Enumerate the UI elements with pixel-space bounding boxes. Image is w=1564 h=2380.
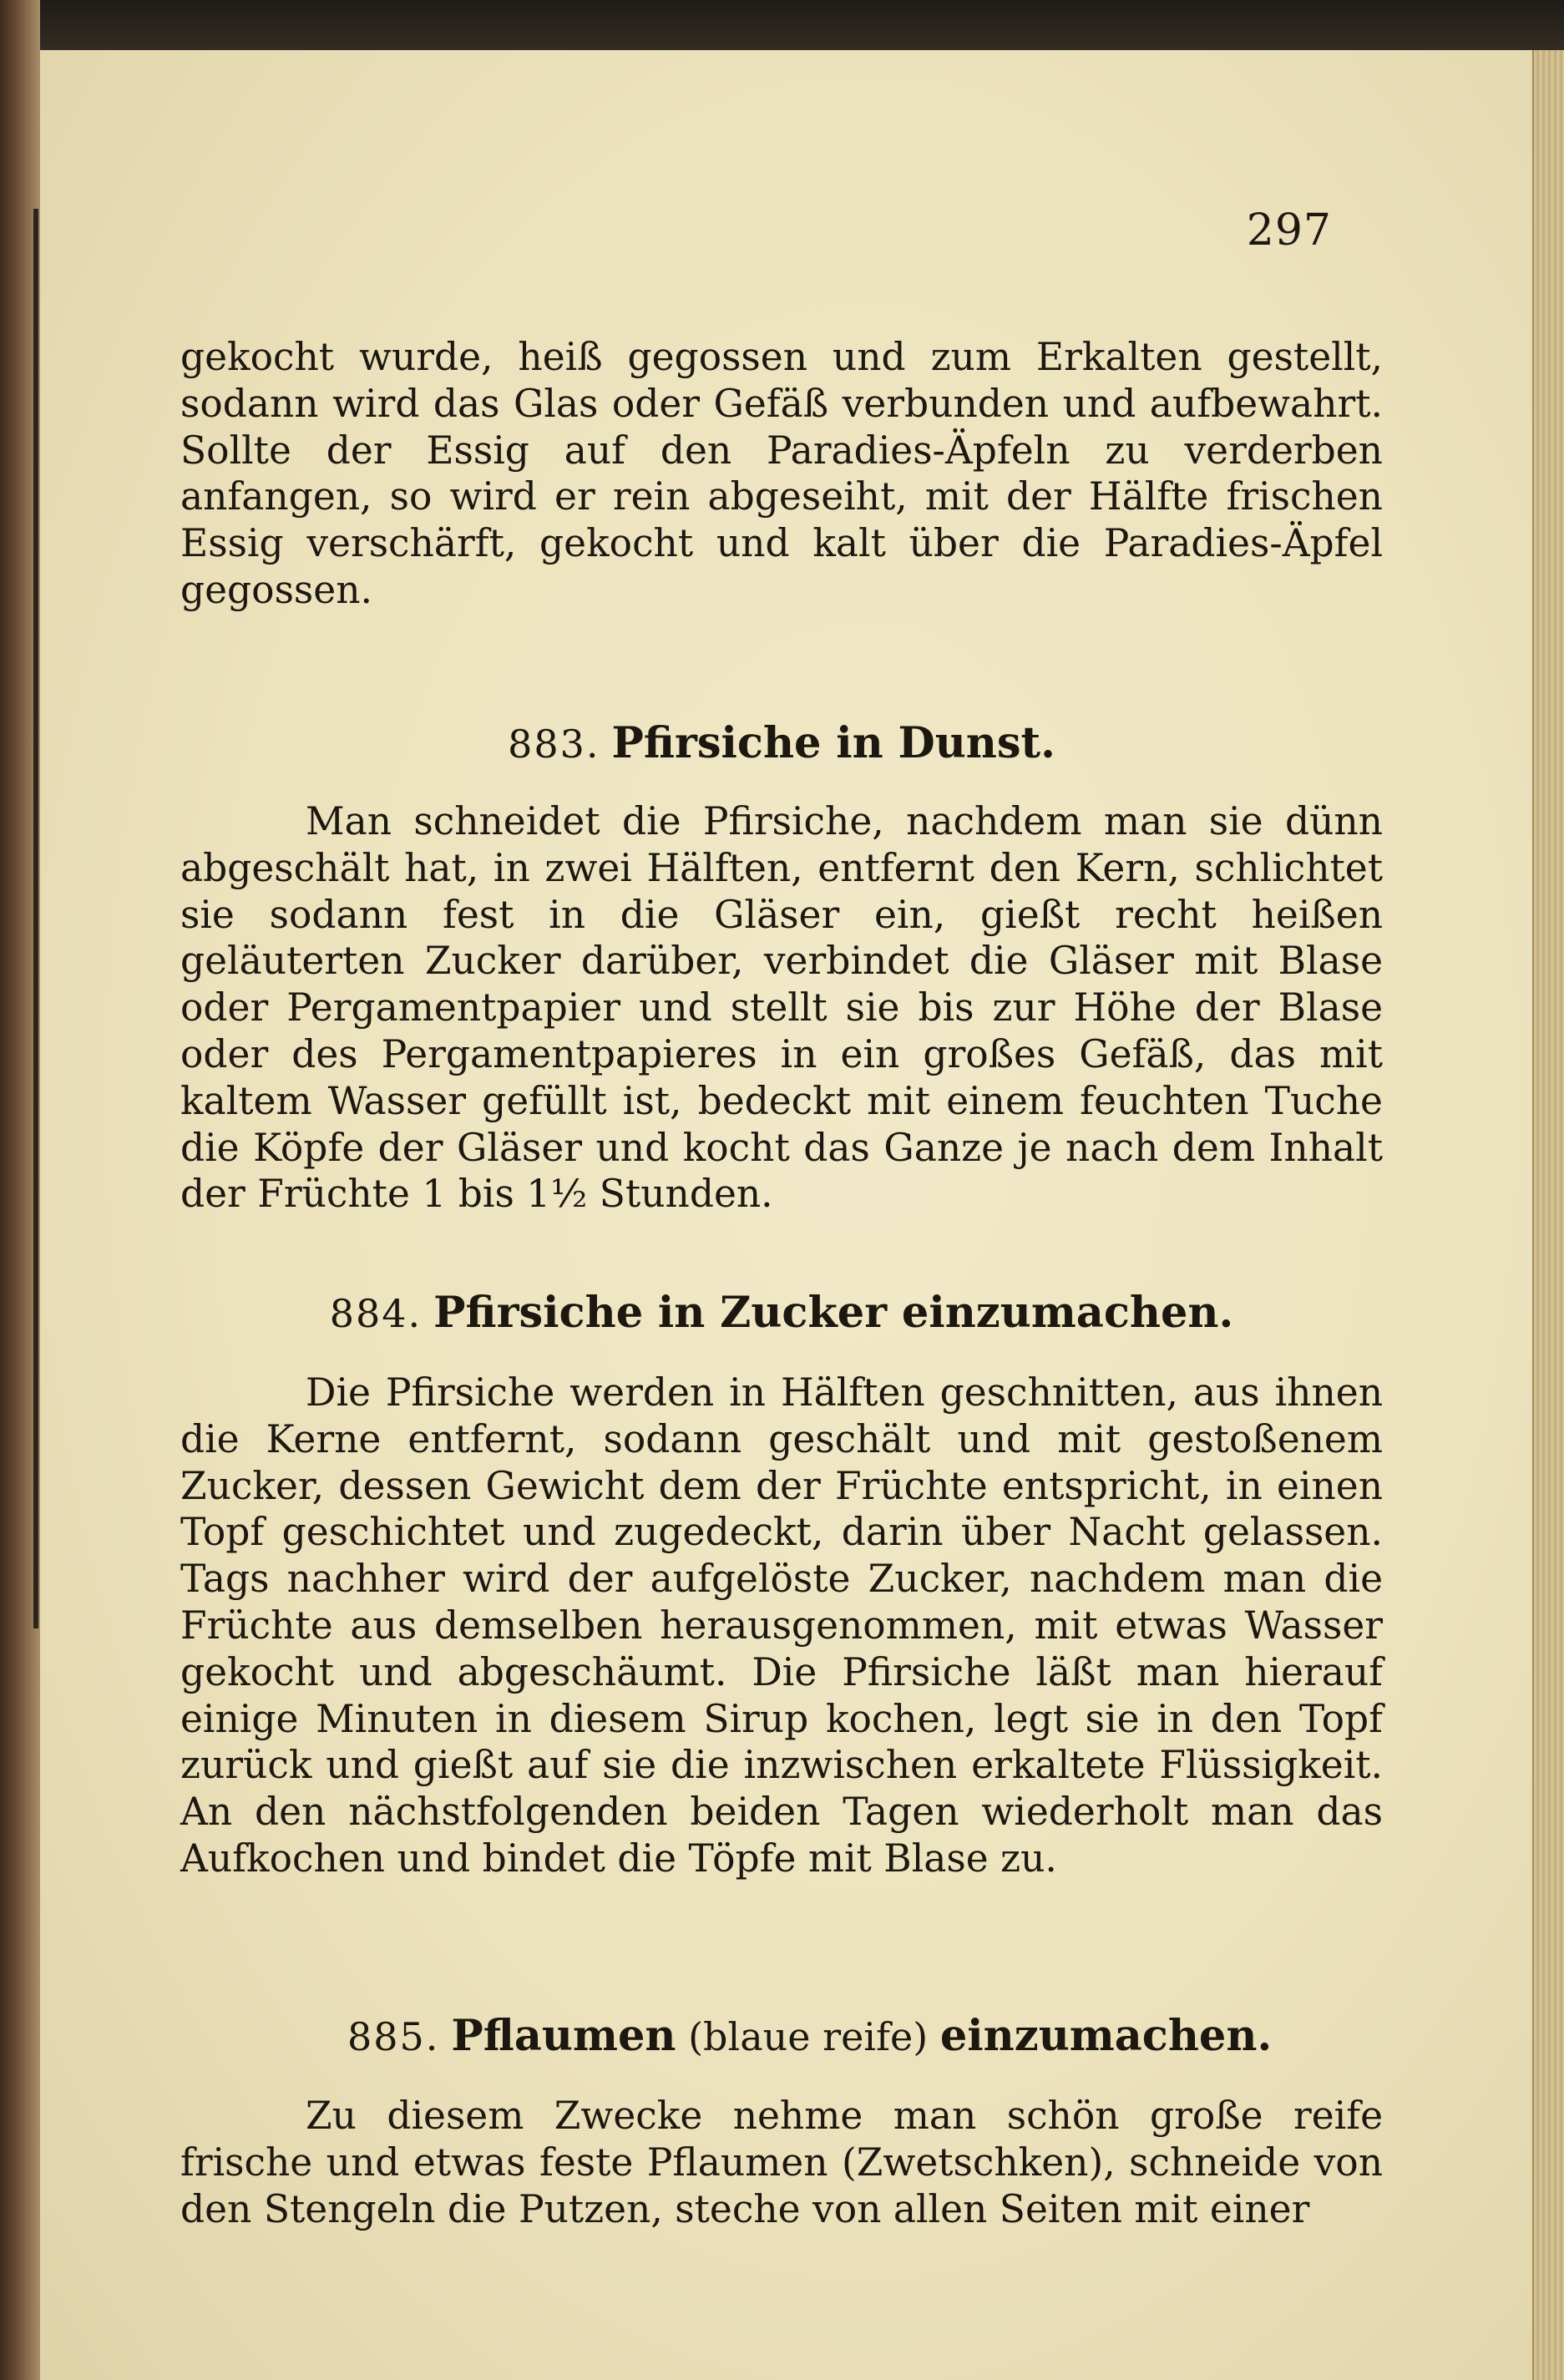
section-number: 883. bbox=[508, 722, 600, 767]
book-page bbox=[40, 50, 1536, 2380]
section-883-heading bbox=[180, 718, 1383, 769]
section-subtitle: (blaue reife) bbox=[688, 2014, 929, 2059]
section-number: 884. bbox=[329, 1291, 423, 1336]
section-number: 885. bbox=[347, 2014, 440, 2059]
page-edge-stack bbox=[1532, 50, 1564, 2380]
continuation-paragraph bbox=[180, 334, 1383, 614]
page-number: 297 bbox=[1246, 205, 1332, 256]
section-text: Man schneidet die Pfirsiche, nachdem man sie dünn abgeschält hat, in zwei Hälften, entfernt den Kern, schlichtet sie sodann fest in die Gläser ein, gießt recht heißen geläuterten Zucker darüber, verbindet die Gläser mit Blase oder Pergamentpapier und stellt sie bis zur Höhe der Blase oder des Pergamentpapieres in ein großes Gefäß, das mit kaltem Wasser gefüllt ist, bedeckt mit einem feuchten Tuche die Köpfe der Gläser und kocht das Ganze je nach dem Inhalt der Früchte 1 bis 1½ Stunden. bbox=[180, 799, 1383, 1217]
section-884-body bbox=[180, 1370, 1383, 1882]
section-title-cont: einzumachen. bbox=[939, 2011, 1273, 2061]
section-title: Pfirsiche in Zucker einzumachen. bbox=[433, 1288, 1234, 1338]
section-text: Zu diesem Zwecke nehme man schön große reife frische und etwas feste Pflaumen (Zwetschken), schneide von den Stengeln die Putzen, steche von allen Seiten mit einer bbox=[180, 2094, 1383, 2231]
section-883-body bbox=[180, 798, 1383, 1218]
section-title: Pflaumen bbox=[451, 2011, 676, 2061]
section-text: Die Pfirsiche werden in Hälften geschnitten, aus ihnen die Kerne entfernt, sodann geschält und mit gestoßenem Zucker, dessen Gewicht dem der Früchte entspricht, in einen Topf geschichtet und zugedeckt, darin über Nacht gelassen. Tags nachher wird der aufgelöste Zucker, nachdem man die Früchte aus demselben herausgenommen, mit etwas Wasser gekocht und abgeschäumt. Die Pfirsiche läßt man hierauf einige Minuten in diesem Sirup kochen, legt sie in den Topf zurück und gießt auf sie die inzwischen erkaltete Flüssigkeit. An den nächstfolgenden beiden Tagen wiederholt man das Aufkochen und bindet die Töpfe mit Blase zu. bbox=[180, 1370, 1383, 1881]
section-885-body bbox=[180, 2093, 1383, 2232]
spine-shadow bbox=[33, 209, 38, 1628]
section-885-heading bbox=[347, 2011, 1550, 2062]
section-884-heading bbox=[180, 1288, 1383, 1339]
section-title: Pfirsiche in Dunst. bbox=[611, 718, 1055, 768]
continuation-text: gekocht wurde, heiß gegossen und zum Erkalten gestellt, sodann wird das Glas oder Gefäß verbunden und aufbewahrt. Sollte der Essig auf den Paradies-Äpfeln zu verderben anfangen, so wird er rein abgeseiht, mit der Hälfte frischen Essig verschärft, gekocht und kalt über die Paradies-Äpfel gegossen. bbox=[180, 335, 1383, 612]
